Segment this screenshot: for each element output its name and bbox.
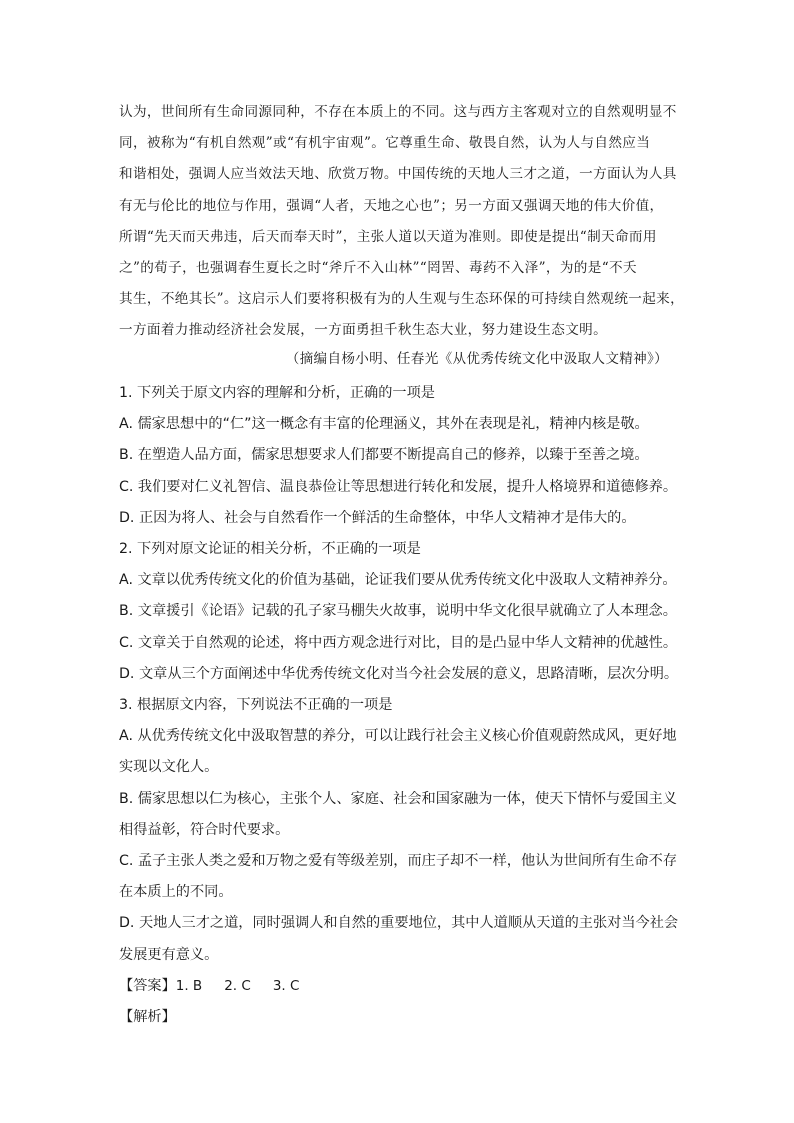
answer-tag: 【答案】 <box>119 977 176 994</box>
answer-line <box>119 971 679 1002</box>
option-c: C. 文章关于自然观的论述，将中西方观念进行对比，目的是凸显中华人文精神的优越性。 <box>119 634 678 651</box>
passage-line: 所谓“先天而天弗违，后天而奉天时”，主张人道以天道为准则。即使是提出“制天命而用 <box>119 228 657 245</box>
option-b: B. 儒家思想以仁为核心，主张个人、家庭、社会和国家融为一体，使天下情怀与爱国主义相得益彰，符合时代要求。 <box>119 790 677 838</box>
option-d: D. 正因为将人、社会与自然看作一个鲜活的生命整体，中华人文精神才是伟大的。 <box>119 509 636 526</box>
option-b: B. 文章援引《论语》记载的孔子家马棚失火故事，说明中华文化很早就确立了人本理念。 <box>119 603 677 620</box>
passage-line: 认为，世间所有生命同源同种，不存在本质上的不同。这与西方主客观对立的自然观明显不 <box>119 104 677 120</box>
option-a: A. 从优秀传统文化中汲取智慧的养分，可以让践行社会主义核心价值观蔚然成风，更好地实现以文化人。 <box>119 728 677 776</box>
passage-text <box>119 97 685 347</box>
answer-item: 2. C <box>224 977 251 994</box>
passage-line: 之”的荀子，也强调春生夏长之时“斧斤不入山林”“罔罟、毒药不入泽”，为的是“不夭 <box>119 260 637 277</box>
answer-item: 1. B <box>175 977 203 994</box>
option-c: C. 孟子主张人类之爱和万物之爱有等级差别，而庄子却不一样，他认为世间所有生命不存在本质上的不同。 <box>119 853 678 901</box>
passage-line: 有无与伦比的地位与作用，强调“人者，天地之心也”；另一方面又强调天地的伟大价值， <box>119 197 664 214</box>
analysis-tag: 【解析】 <box>119 1009 176 1026</box>
passage-line: 同，被称为“有机自然观”或“有机宇宙观”。它尊重生命、敬畏自然，认为人与自然应当 <box>119 135 651 152</box>
option-a: A. 文章以优秀传统文化的价值为基础，论证我们要从优秀传统文化中汲取人文精神养分。 <box>119 572 677 589</box>
question-2 <box>119 534 679 690</box>
passage-line: 一方面着力推动经济社会发展，一方面勇担千秋生态大业，努力建设生态文明。 <box>119 322 608 339</box>
option-b: B. 在塑造人品方面，儒家思想要求人们都要不断提高自己的修养，以臻于至善之境。 <box>119 447 649 464</box>
question-section <box>119 378 679 1033</box>
question-stem: 3. 根据原文内容，下列说法不正确的一项是 <box>119 697 393 714</box>
passage-line: 其生，不绝其长”。这启示人们要将积极有为的人生观与生态环保的可持续自然观统一起来， <box>119 291 685 308</box>
option-a: A. 儒家思想中的“仁”这一概念有丰富的伦理涵义，其外在表现是礼，精神内核是敬。 <box>119 416 649 433</box>
option-c: C. 我们要对仁义礼智信、温良恭俭让等思想进行转化和发展，提升人格境界和道德修养。 <box>119 478 678 495</box>
question-1 <box>119 378 679 534</box>
question-stem: 2. 下列对原文论证的相关分析，不正确的一项是 <box>119 541 421 558</box>
answer-item: 3. C <box>272 977 300 994</box>
option-d: D. 文章从三个方面阐述中华优秀传统文化对当今社会发展的意义，思路清晰，层次分明。 <box>119 665 679 682</box>
question-3 <box>119 690 679 971</box>
option-d: D. 天地人三才之道，同时强调人和自然的重要地位，其中人道顺从天道的主张对当今社会发展更有意义。 <box>119 915 679 963</box>
passage-line: 和谐相处，强调人应当效法天地、欣赏万物。中国传统的天地人三才之道，一方面认为人具 <box>119 166 677 183</box>
passage-source: （摘编自杨小明、任春光《从优秀传统文化中汲取人文精神》） <box>285 351 668 367</box>
question-stem: 1. 下列关于原文内容的理解和分析，正确的一项是 <box>119 385 435 401</box>
